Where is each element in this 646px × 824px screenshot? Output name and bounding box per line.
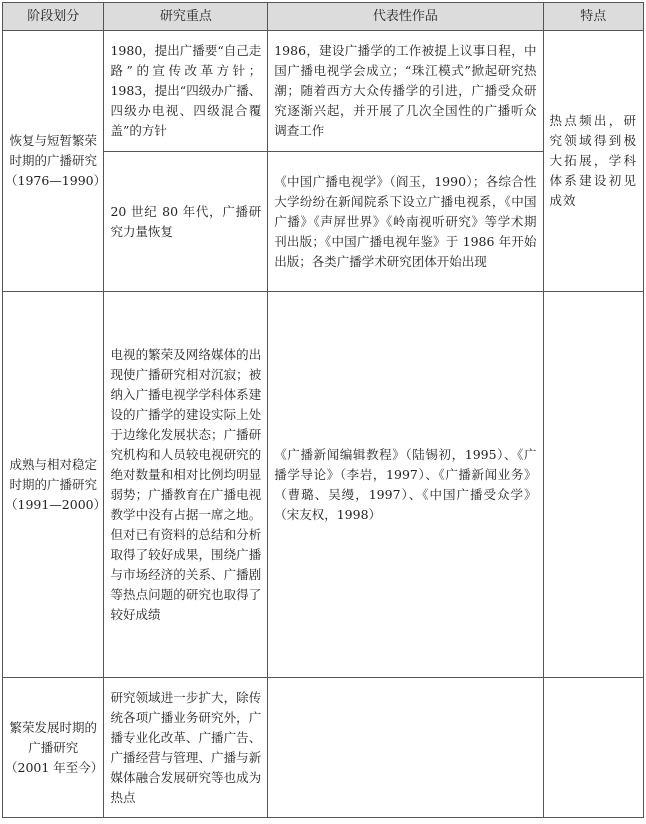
stage-1-cell xyxy=(3,31,107,292)
table-row xyxy=(3,678,644,818)
research-stages-table xyxy=(2,2,644,818)
stage-2-works: 《广播新闻编辑教程》（陆锡初，1995）、《广播学导论》（李岩，1997）、《广播新闻业务》（曹璐、吴缦，1997）、《中国广播受众学》（宋友权，1998） xyxy=(268,292,543,678)
stage-2-focus: 电视的繁荣及网络媒体的出现使广播研究相对沉寂；被纳入广播电视学学科体系建设的广播学的建设实际上处于边缘化发展状态；广播研究机构和人员较电视研究的绝对数量和相对比例均明显弱势；广播教育在广播电视教学中没有占据一席之地。但对已有资料的总结和分析取得了较好成果，围绕广播与市场经济的关系、广播剧等热点问题的研究也取得了较好成绩 xyxy=(104,292,268,678)
stage-1-feature: 热点频出，研究领域得到极大拓展，学科体系建设初见成效 xyxy=(543,31,643,292)
stage-3-years: （2001 年至今） xyxy=(5,759,104,775)
stage-3-name-1: 繁荣发展时期的 xyxy=(9,719,97,735)
table-row xyxy=(3,292,644,678)
stage-2-name-1: 成熟与相对稳定 xyxy=(9,456,97,472)
stage-1-name-1: 恢复与短暂繁荣 xyxy=(9,133,97,148)
stage-2-feature xyxy=(543,292,643,678)
table-row xyxy=(3,31,644,152)
stage-1-focus-a: 1980，提出广播要“自己走路”的宣传改革方针；1983，提出“四级办广播、四级办电视、四级混合覆盖”的方针 xyxy=(104,31,268,152)
stage-1-works-b: 《中国广播电视学》（阎玉，1990）；各综合性大学纷纷在新闻院系下设立广播电视系，《中国广播》《声屏世界》《岭南视听研究》等学术期刊出版；《中国广播电视年鉴》于 1986 年开始出版；各类广播学术研究团体开始出现 xyxy=(268,152,543,292)
stage-1-focus-b: 20 世纪 80 年代，广播研究力量恢复 xyxy=(104,152,268,292)
stage-3-cell xyxy=(3,678,104,818)
header-feature: 特点 xyxy=(543,3,643,31)
header-row xyxy=(3,3,644,31)
stage-3-works xyxy=(268,678,543,818)
stage-1-name-2: 时期的广播研究 xyxy=(9,153,97,168)
header-stage: 阶段划分 xyxy=(3,3,104,31)
stage-2-name-2: 时期的广播研究 xyxy=(9,476,97,492)
stage-3-name-2: 广播研究 xyxy=(28,739,79,755)
stage-2-years: （1991—2000） xyxy=(5,496,107,512)
stage-3-feature xyxy=(543,678,643,818)
stage-3-focus: 研究领域进一步扩大，除传统各项广播业务研究外，广播专业化改革、广播广告、广播经营与管理、广播与新媒体融合发展研究等也成为热点 xyxy=(104,678,268,818)
stage-1-works-a: 1986，建设广播学的工作被提上议事日程，中国广播电视学会成立；“珠江模式”掀起研究热潮；随着西方大众传播学的引进，广播受众研究逐渐兴起，并开展了几次全国性的广播听众调查工作 xyxy=(268,31,543,152)
stage-2-cell xyxy=(3,292,107,678)
header-works: 代表性作品 xyxy=(268,3,543,31)
stage-1-years: （1976—1990） xyxy=(5,173,107,188)
header-focus: 研究重点 xyxy=(104,3,268,31)
